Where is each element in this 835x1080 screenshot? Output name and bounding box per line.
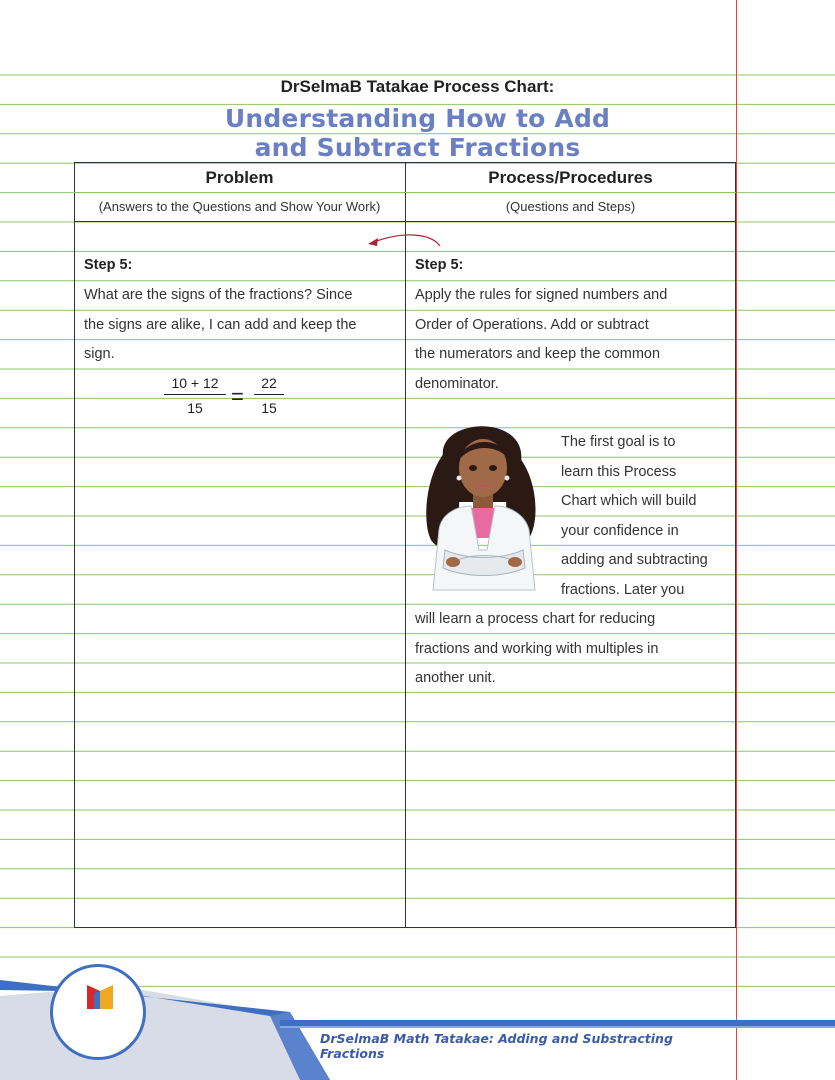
- problem-heading: Problem: [205, 168, 274, 187]
- page-main-title: [0, 104, 835, 162]
- logo-icon: [85, 981, 115, 1011]
- process-line: Order of Operations. Add or subtract: [415, 316, 649, 333]
- fraction-left-numerator: 10 + 12: [171, 375, 219, 391]
- main-title-line-1: Understanding How to Add: [224, 104, 611, 133]
- goal-line: The first goal is to: [561, 434, 676, 450]
- goal-line: adding and subtracting: [561, 552, 708, 568]
- process-heading: Process/Procedures: [488, 168, 653, 187]
- fraction-left: [164, 375, 226, 416]
- problem-line: What are the signs of the fractions? Since: [84, 287, 353, 303]
- goal-line: learn this Process: [561, 463, 677, 480]
- goal-line: fractions. Later you: [561, 581, 685, 598]
- teacher-illustration: [417, 410, 549, 596]
- problem-subheading: (Answers to the Questions and Show Your Work): [98, 199, 381, 214]
- fraction-right-numerator: 22: [261, 375, 277, 391]
- process-line: the numerators and keep the common: [415, 346, 661, 362]
- goal-line: your confidence in: [561, 522, 679, 539]
- process-step-label: Step 5:: [415, 257, 464, 273]
- logo-badge: [50, 964, 146, 1060]
- column-divider: [405, 162, 406, 928]
- goal-line: will learn a process chart for reducing: [415, 611, 656, 627]
- goal-text-full: [415, 605, 733, 694]
- main-title-line-2: and Subtract Fractions: [254, 133, 581, 162]
- equals-sign: =: [231, 384, 244, 409]
- process-subheading: (Questions and Steps): [505, 199, 636, 214]
- page-header-title: DrSelmaB Tatakae Process Chart:: [280, 77, 555, 96]
- goal-text-short: [561, 428, 733, 605]
- footer-text: DrSelmaB Math Tatakae: Adding and Substracting Fractions: [320, 1031, 673, 1061]
- process-line: Apply the rules for signed numbers and: [415, 287, 668, 303]
- fraction-left-denominator: 15: [187, 400, 203, 416]
- header-row-divider: [74, 221, 736, 222]
- problem-text: [84, 281, 399, 370]
- process-text: [415, 281, 733, 399]
- fraction-right-denominator: 15: [261, 400, 277, 416]
- goal-line: another unit.: [415, 670, 496, 686]
- process-line: denominator.: [415, 375, 499, 392]
- subheader-line: [74, 192, 736, 193]
- problem-line: the signs are alike, I can add and keep the: [84, 316, 357, 333]
- margin-line: [736, 0, 737, 1080]
- problem-line: sign.: [84, 346, 115, 362]
- curved-arrow-icon: [360, 228, 450, 254]
- goal-line: Chart which will build: [561, 493, 697, 509]
- problem-step-label: Step 5:: [84, 257, 133, 273]
- goal-line: fractions and working with multiples in: [415, 640, 659, 657]
- fraction-right: [254, 375, 284, 416]
